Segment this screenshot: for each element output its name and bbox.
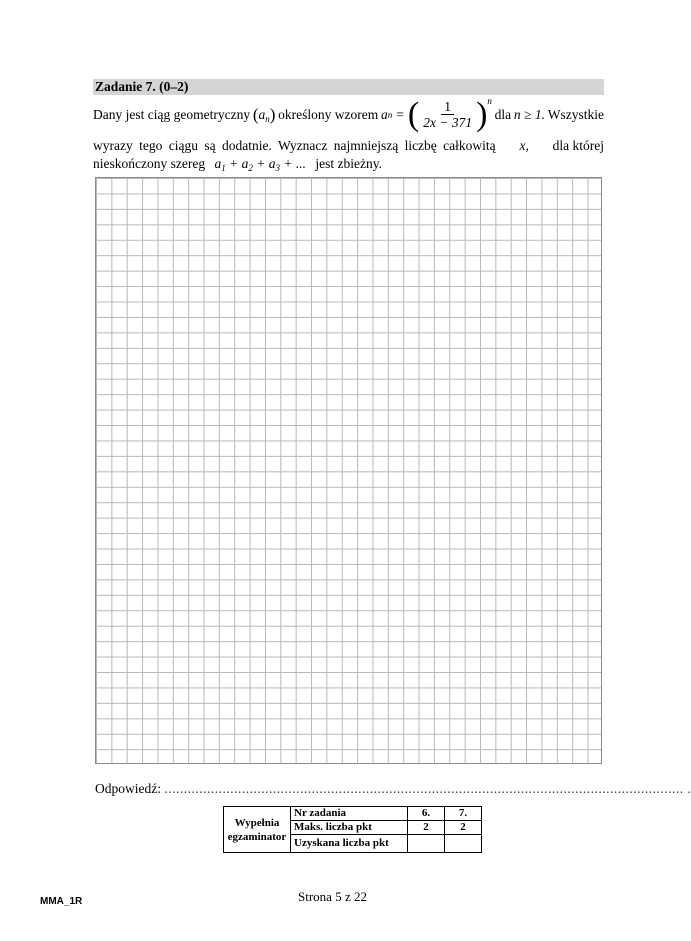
score-row-obtained-points: Uzyskana liczba pkt	[291, 835, 408, 853]
answer-label: Odpowiedź:	[95, 781, 161, 796]
text-line3-b: jest zbieżny.	[315, 156, 382, 171]
variable-x: x,	[519, 138, 529, 153]
problem-line-1	[93, 98, 604, 132]
problem-line-3	[93, 156, 382, 173]
task-header-bar	[93, 79, 604, 95]
answer-dots: ...................................................................................................................................... .	[164, 781, 691, 796]
text-line1-d: Wszystkie	[547, 107, 604, 122]
score-input-cell[interactable]	[445, 835, 482, 853]
formula-fraction: $\frac{1}{2x - 371}$	[423, 99, 473, 130]
score-cell: 7.	[445, 807, 482, 821]
text-line2: wyrazy tego ciągu są dodatnie. Wyznacz najmniejszą liczbę całkowitą	[93, 138, 496, 153]
text-line3-a: nieskończony szereg	[93, 156, 206, 171]
page-number: Strona 5 z 22	[298, 889, 367, 904]
score-row-task-number: Nr zadania	[291, 807, 408, 821]
text-line2-b: dla której	[552, 138, 604, 153]
task-title: Zadanie 7. (0–2)	[95, 79, 189, 94]
exam-code: MMA_1R	[40, 896, 83, 907]
score-table-label: Wypełnia egzaminator	[224, 807, 291, 853]
text-line1-c: dla	[494, 107, 512, 122]
text-line1-a: Dany jest ciąg geometryczny	[93, 107, 251, 122]
formula: a n = ( $\frac{1}{2x - 371}$ ) n	[381, 96, 492, 133]
problem-line-2	[93, 138, 604, 154]
series-expression: $a_1 + a_2 + a_3$ + ...	[214, 156, 306, 173]
score-table	[223, 806, 482, 853]
score-cell: 2	[408, 821, 445, 835]
condition: n ≥ 1.	[513, 107, 545, 122]
answer-grid[interactable]	[95, 177, 602, 764]
sequence-symbol: $(a_n)$	[252, 105, 276, 124]
score-cell: 6.	[408, 807, 445, 821]
answer-line[interactable]	[95, 781, 691, 797]
score-input-cell[interactable]	[408, 835, 445, 853]
score-row-max-points: Maks. liczba pkt	[291, 821, 408, 835]
text-line1-b: określony wzorem	[278, 107, 379, 122]
score-cell: 2	[445, 821, 482, 835]
